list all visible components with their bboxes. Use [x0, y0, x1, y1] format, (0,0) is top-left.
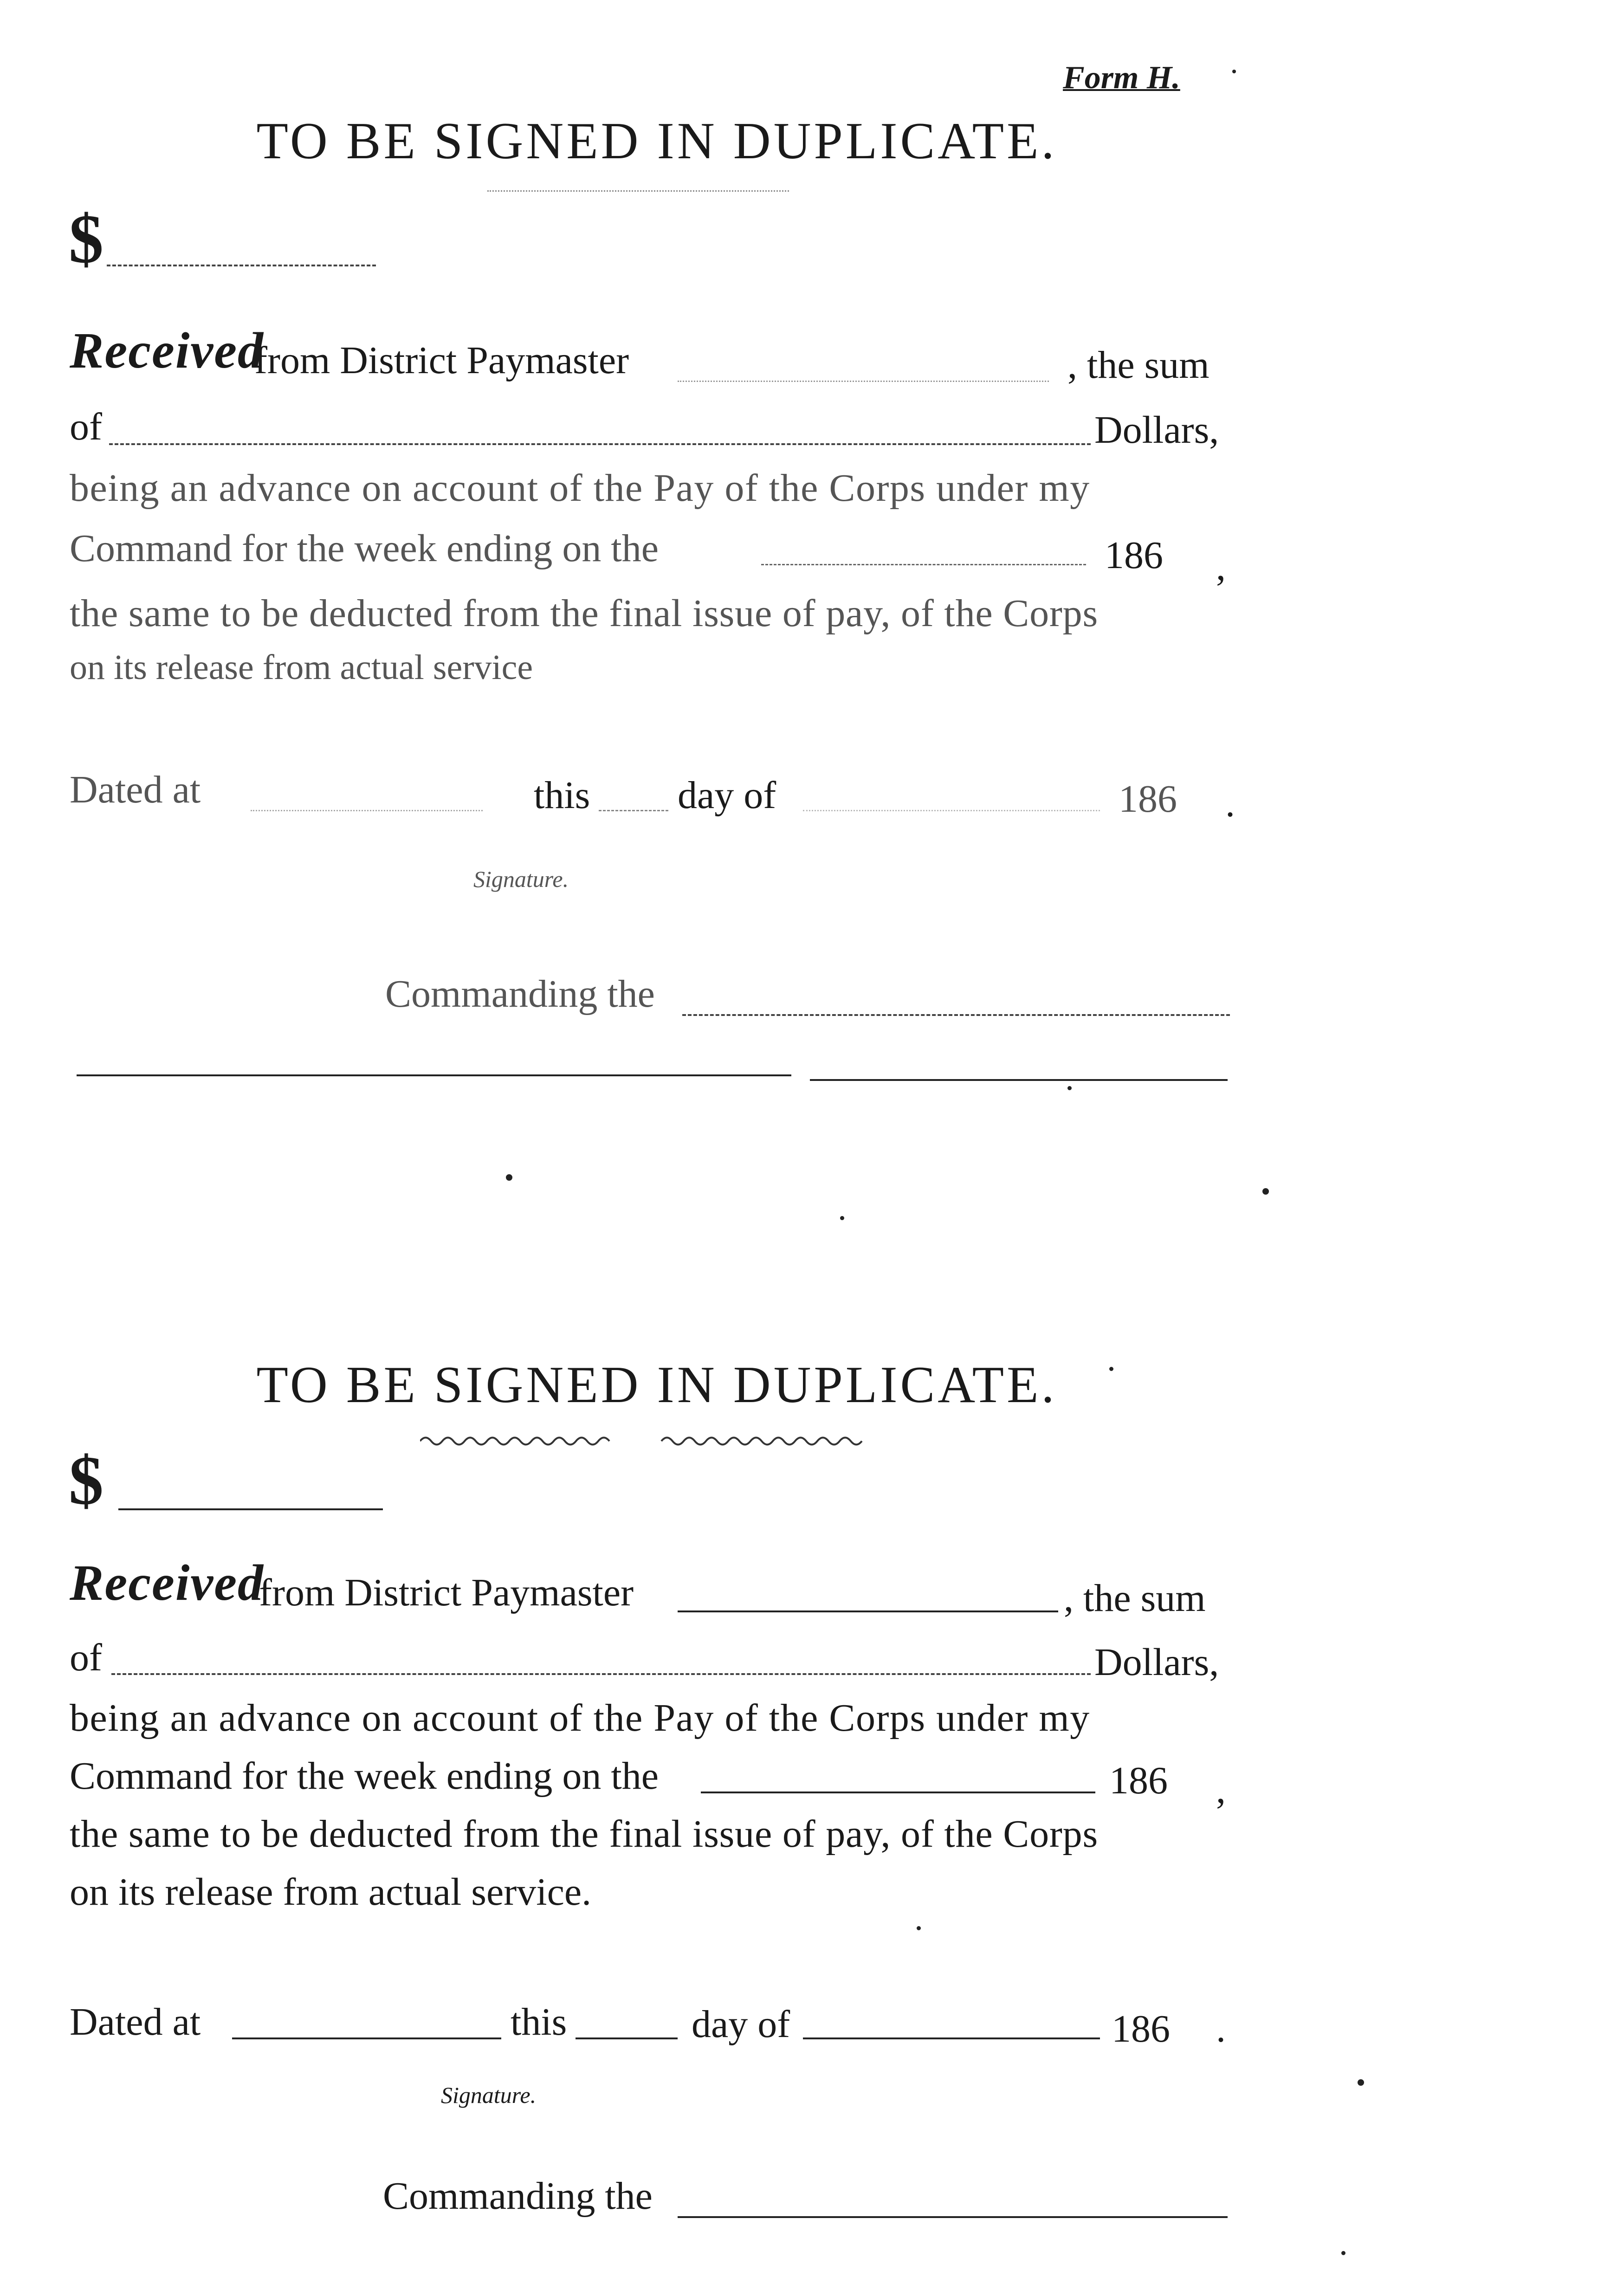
top-heading: TO BE SIGNED IN DUPLICATE. — [256, 112, 1057, 170]
top-line4: Command for the week ending on the — [70, 527, 659, 570]
bottom-received-word: Received — [70, 1554, 265, 1611]
top-commanding-the: Commanding the — [385, 972, 655, 1015]
bottom-day-of: day of — [692, 2003, 790, 2046]
bottom-line6: on its release from actual service. — [70, 1870, 592, 1914]
top-year-end: 186 — [1119, 777, 1177, 821]
bottom-from-paymaster: from District Paymaster — [259, 1571, 634, 1614]
top-place-field[interactable] — [251, 810, 483, 811]
bottom-line4: Command for the week ending on the — [70, 1754, 659, 1798]
top-signature-label: Signature. — [473, 866, 569, 892]
bottom-week-field[interactable] — [701, 1792, 1095, 1793]
top-amount-field[interactable] — [107, 265, 376, 266]
top-unit-field-b[interactable] — [810, 1079, 1228, 1081]
bottom-month-field[interactable] — [803, 2037, 1100, 2039]
top-heading-rule — [487, 190, 789, 192]
top-year-186: 186 — [1105, 534, 1163, 577]
top-dollar-sign: $ — [69, 200, 103, 278]
ink-spot — [917, 1926, 921, 1930]
bottom-amount-field[interactable] — [118, 1508, 383, 1510]
ink-spot — [840, 1216, 844, 1220]
top-paymaster-field[interactable] — [678, 381, 1049, 382]
bottom-dollars-word: Dollars, — [1094, 1641, 1219, 1684]
bottom-the-sum: , the sum — [1064, 1577, 1206, 1620]
bottom-line5: the same to be deducted from the final issue of pay, of the Corps — [70, 1812, 1098, 1856]
ink-spot — [1358, 2079, 1364, 2086]
top-week-field[interactable] — [761, 564, 1086, 565]
bottom-place-field[interactable] — [232, 2037, 501, 2039]
top-received-word: Received — [70, 322, 265, 379]
top-dollars-word: Dollars, — [1094, 408, 1219, 452]
top-dated-at: Dated at — [70, 768, 201, 811]
bottom-commanding-the: Commanding the — [383, 2174, 653, 2218]
bottom-of-word: of — [70, 1636, 102, 1679]
bottom-heading-wavy-rule — [420, 1432, 884, 1450]
top-of-word: of — [70, 405, 102, 448]
top-commanding-field[interactable] — [682, 1014, 1230, 1016]
ink-spot — [1262, 1188, 1269, 1195]
ink-spot — [1341, 2251, 1345, 2255]
top-dollars-field[interactable] — [109, 443, 1091, 445]
bottom-this-word: this — [511, 2000, 567, 2044]
ink-spot — [1232, 70, 1236, 73]
top-the-sum: , the sum — [1067, 343, 1210, 387]
bottom-paymaster-field[interactable] — [678, 1610, 1058, 1612]
top-line6: on its release from actual service — [70, 648, 533, 687]
top-this-word: this — [534, 774, 590, 817]
bottom-year-end: 186 — [1112, 2007, 1170, 2050]
bottom-line4-comma: , — [1216, 1768, 1226, 1811]
bottom-dollars-field[interactable] — [111, 1673, 1091, 1675]
ink-spot — [1109, 1367, 1113, 1371]
bottom-line3: being an advance on account of the Pay of the Corps under my — [70, 1696, 1090, 1740]
top-line5: the same to be deducted from the final issue of pay, of the Corps — [70, 592, 1098, 635]
top-dated-period: . — [1225, 782, 1235, 825]
bottom-day-field[interactable] — [576, 2037, 678, 2039]
form-label: Form H. — [1063, 60, 1180, 96]
bottom-heading: TO BE SIGNED IN DUPLICATE. — [256, 1356, 1057, 1414]
ink-spot — [1067, 1086, 1072, 1090]
ink-spot — [506, 1174, 512, 1181]
bottom-signature-label: Signature. — [441, 2082, 537, 2108]
bottom-dated-at: Dated at — [70, 2000, 201, 2044]
top-unit-field-a[interactable] — [77, 1074, 791, 1076]
bottom-commanding-field[interactable] — [678, 2216, 1228, 2218]
bottom-year-186: 186 — [1109, 1759, 1168, 1802]
top-day-field[interactable] — [599, 810, 668, 811]
top-from-paymaster: from District Paymaster — [254, 339, 629, 382]
top-day-of: day of — [678, 774, 776, 817]
bottom-dollar-sign: $ — [69, 1442, 103, 1519]
top-line3: being an advance on account of the Pay of the Corps under my — [70, 466, 1090, 510]
bottom-dated-period: . — [1216, 2007, 1226, 2050]
top-line4-comma: , — [1216, 545, 1226, 589]
top-month-field[interactable] — [803, 810, 1100, 811]
